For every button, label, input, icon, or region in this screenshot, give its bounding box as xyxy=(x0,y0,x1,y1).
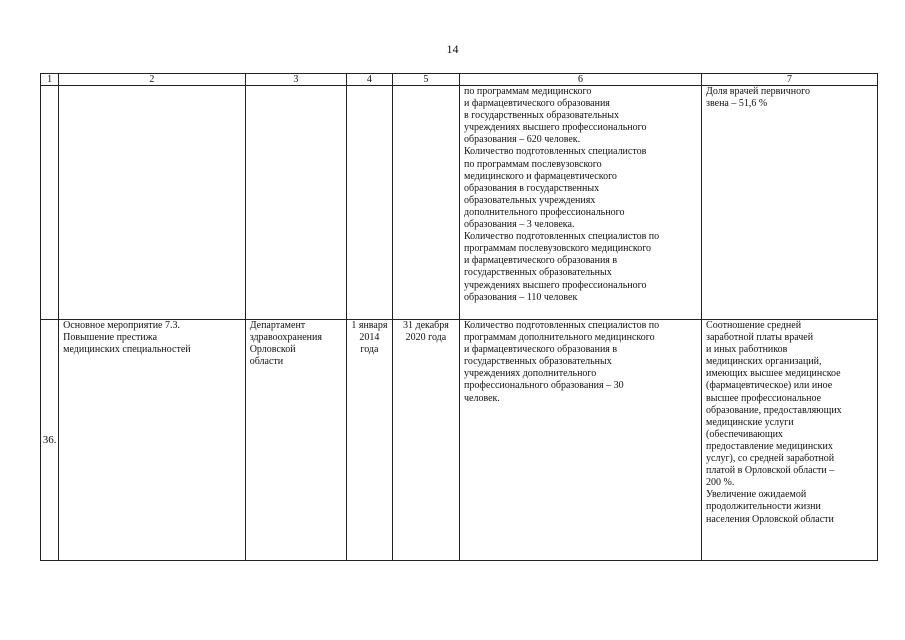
header-cell-4: 4 xyxy=(346,74,392,86)
program-table xyxy=(40,73,878,561)
header-cell-6: 6 xyxy=(460,74,702,86)
text-line: профессионального образования – 30 xyxy=(464,380,624,392)
text-line: Соотношение средней xyxy=(706,320,802,331)
cont-cell-activity xyxy=(59,86,246,320)
text-line: высшее профессиональное xyxy=(706,392,822,404)
cont-cell-executor xyxy=(245,86,346,320)
text-line: учреждениях дополнительного xyxy=(464,368,597,380)
text-line: Количество подготовленных специалистов по xyxy=(464,320,660,331)
text-line: предоставление медицинских xyxy=(706,440,833,452)
start-date-cell xyxy=(346,320,392,561)
header-cell-5: 5 xyxy=(392,74,459,86)
text-line: государственных образовательных xyxy=(464,356,612,368)
text-line: здравоохранения xyxy=(249,332,322,344)
text-line: звена – 51,6 % xyxy=(706,98,768,110)
page-number: 14 xyxy=(446,42,459,56)
text-line: в государственных образовательных xyxy=(464,110,619,122)
end-date-cell xyxy=(392,320,459,561)
text-line: продолжительности жизни xyxy=(706,501,821,513)
text-line: учреждениях высшего профессионального xyxy=(464,279,647,291)
text-line: (фармацевтическое) или иное xyxy=(706,380,833,392)
row-number: 36. xyxy=(41,320,59,561)
text-line: и фармацевтического образования xyxy=(464,98,610,110)
text-line: образования – 3 человека. xyxy=(464,219,575,231)
text-line: Количество подготовленных специалистов по xyxy=(464,231,660,243)
text-line: Доля врачей первичного xyxy=(706,86,810,97)
text-line: по программам медицинского xyxy=(464,86,592,97)
text-line: (обеспечивающих xyxy=(706,428,783,440)
text-line: человек. xyxy=(464,392,500,404)
text-line: заработной платы врачей xyxy=(706,332,814,344)
text-line: медицинские услуги xyxy=(706,416,794,428)
text-line: года xyxy=(360,344,379,356)
cont-cell-number xyxy=(41,86,59,320)
text-line: образовательных учреждениях xyxy=(464,194,596,206)
text-line: дополнительного профессионального xyxy=(464,206,625,218)
text-line: программам послевузовского медицинского xyxy=(464,243,652,255)
text-line: Департамент xyxy=(249,320,306,331)
text-line: медицинских специальностей xyxy=(63,344,191,356)
result-cell xyxy=(460,320,702,561)
text-line: 2020 года xyxy=(405,332,447,344)
text-line: по программам послевузовского xyxy=(464,158,602,170)
cont-cell-result xyxy=(460,86,702,320)
text-line: услуг), со средней заработной xyxy=(706,453,835,465)
indicator-cell xyxy=(702,320,878,561)
text-line: 1 января xyxy=(351,320,388,331)
text-line: Орловской xyxy=(249,344,296,356)
text-line: медицинского и фармацевтического xyxy=(464,170,617,182)
text-line: платой в Орловской области – xyxy=(706,465,835,477)
text-line: населения Орловской области xyxy=(706,513,834,525)
text-line: Увеличение ожидаемой xyxy=(706,489,807,501)
text-line: 31 декабря xyxy=(402,320,449,331)
text-line: области xyxy=(249,356,284,368)
header-cell-2: 2 xyxy=(59,74,246,86)
text-line: Основное мероприятие 7.3. xyxy=(63,320,180,331)
table-row-36 xyxy=(41,320,878,561)
cont-cell-start xyxy=(346,86,392,320)
text-line: государственных образовательных xyxy=(464,267,612,279)
text-line: образования в государственных xyxy=(464,182,600,194)
header-cell-1: 1 xyxy=(41,74,59,86)
text-line: имеющих высшее медицинское xyxy=(706,368,841,380)
text-line: 2014 xyxy=(359,332,380,344)
executor-cell xyxy=(245,320,346,561)
text-line: и фармацевтического образования в xyxy=(464,344,618,356)
text-line: образование, предоставляющих xyxy=(706,404,842,416)
header-cell-3: 3 xyxy=(245,74,346,86)
text-line: Повышение престижа xyxy=(63,332,158,344)
header-row xyxy=(41,74,878,86)
text-line: учреждениях высшего профессионального xyxy=(464,122,647,134)
text-line: медицинских организаций, xyxy=(706,356,822,368)
text-line: программам дополнительного медицинского xyxy=(464,332,655,344)
text-line: Количество подготовленных специалистов xyxy=(464,146,647,158)
text-line: 200 %. xyxy=(706,477,735,489)
cont-cell-end xyxy=(392,86,459,320)
activity-cell xyxy=(59,320,246,561)
text-line: образования – 620 человек. xyxy=(464,134,581,146)
text-line: и фармацевтического образования в xyxy=(464,255,618,267)
text-line: образования – 110 человек xyxy=(464,291,578,303)
continuation-row xyxy=(41,86,878,320)
header-cell-7: 7 xyxy=(702,74,878,86)
cont-cell-indicator xyxy=(702,86,878,320)
text-line: и иных работников xyxy=(706,344,788,356)
